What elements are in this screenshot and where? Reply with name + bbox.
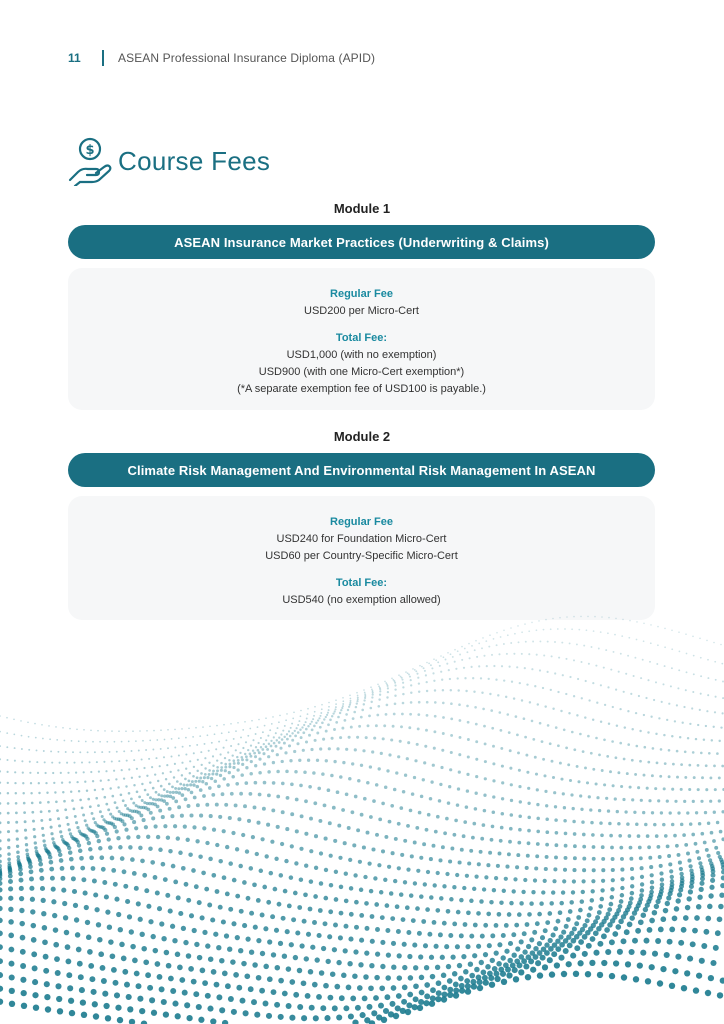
- document-title: ASEAN Professional Insurance Diploma (APID): [118, 51, 376, 65]
- total-fee-value: USD540 (no exemption allowed): [282, 594, 441, 606]
- module-2-title-banner: Climate Risk Management And Environmental Risk Management In ASEAN: [68, 453, 655, 487]
- regular-fee-value: USD200 per Micro-Cert: [304, 305, 419, 317]
- regular-fee-label: Regular Fee: [330, 288, 393, 300]
- regular-fee-value: USD60 per Country-Specific Micro-Cert: [265, 550, 458, 562]
- exemption-note: (*A separate exemption fee of USD100 is payable.): [237, 383, 486, 395]
- section-heading: [66, 136, 270, 186]
- header-divider: [102, 50, 104, 66]
- money-hand-icon: [66, 136, 112, 186]
- section-title: Course Fees: [118, 145, 271, 176]
- svg-text:$: $: [85, 143, 95, 158]
- page-number: 11: [68, 51, 81, 65]
- module-1-fee-card: [68, 268, 655, 410]
- total-fee-label: Total Fee:: [335, 332, 388, 344]
- total-fee-value: USD900 (with one Micro-Cert exemption*): [258, 366, 465, 378]
- module-2-label: Module 2: [333, 429, 391, 444]
- total-fee-label: Total Fee:: [335, 577, 388, 589]
- module-1-title-banner: ASEAN Insurance Market Practices (Underwriting & Claims): [68, 225, 655, 259]
- decorative-dot-wave: [0, 590, 724, 1024]
- regular-fee-label: Regular Fee: [330, 516, 393, 528]
- module-1-label: Module 1: [333, 201, 391, 216]
- total-fee-value: USD1,000 (with no exemption): [286, 349, 437, 361]
- page-header: [68, 50, 375, 66]
- regular-fee-value: USD240 for Foundation Micro-Cert: [276, 533, 447, 545]
